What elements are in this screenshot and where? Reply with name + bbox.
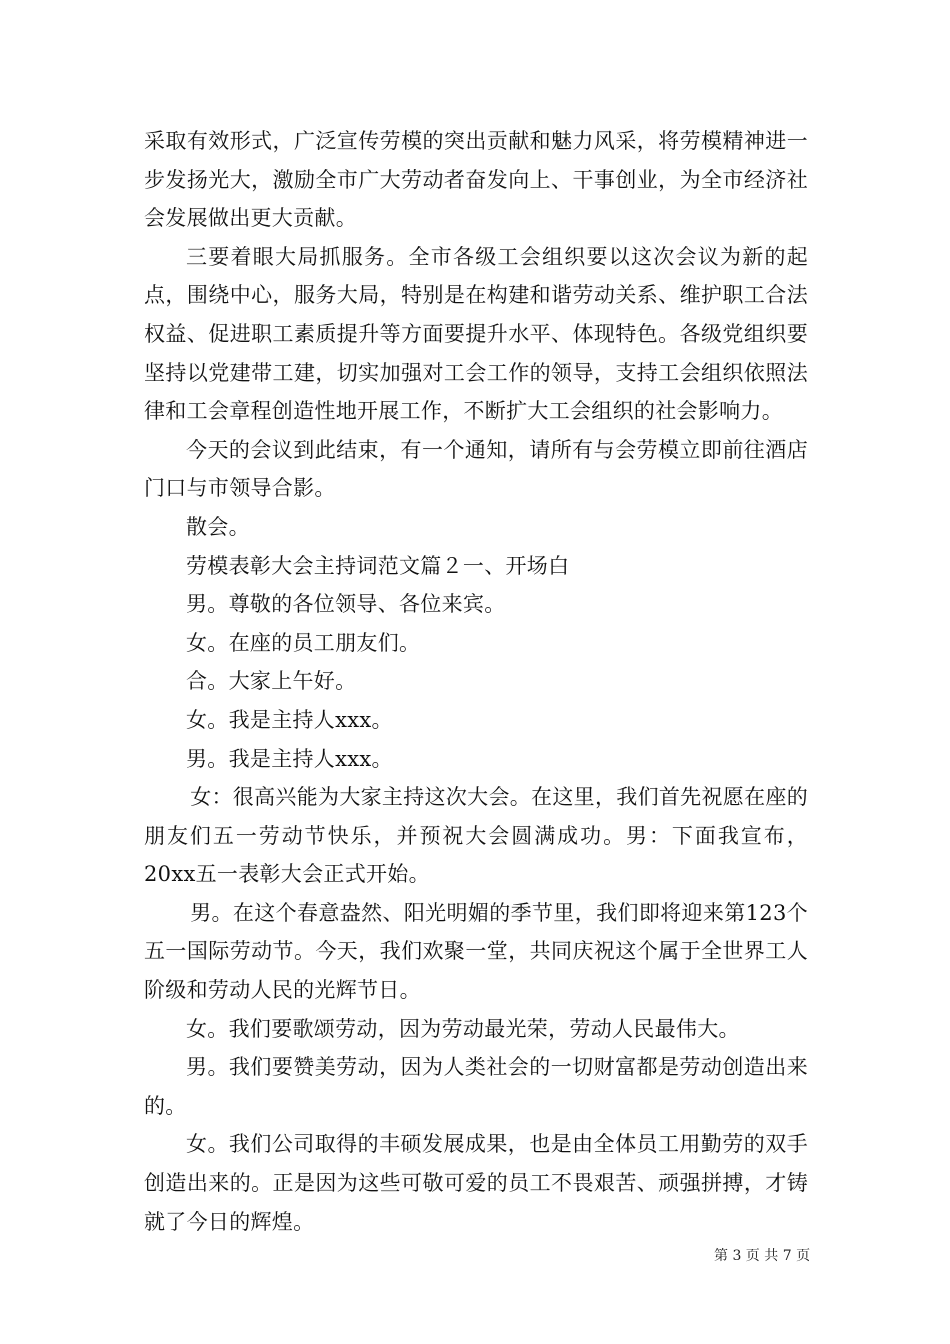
page-number-label: 第 3 页 共 7 页 (714, 1248, 811, 1264)
paragraph-2: 三要着眼大局抓服务。全市各级工会组织要以这次会议为新的起点，围绕中心，服务大局，特别是在构建和谐劳动关系、维护职工合法权益、促进职工素质提升等方面要提升水平、体现特色。各级党组织要坚持以党建带工建，切实加强对工会工作的领导，支持工会组织依照法律和工会章程创造性地开展工作，不断扩大工会组织的社会影响力。 (144, 244, 808, 424)
paragraph-9: 女。我是主持人xxx。 (186, 707, 393, 732)
page-number-footer (714, 1245, 810, 1265)
paragraph-4: 散会。 (186, 514, 250, 539)
paragraph-11: 女：很高兴能为大家主持这次大会。在这里，我们首先祝愿在座的朋友们五一劳动节快乐，并预祝大会圆满成功。男：下面我宣布，20xx五一表彰大会正式开始。 (144, 785, 808, 887)
paragraph-15: 女。我们公司取得的丰硕发展成果，也是由全体员工用勤劳的双手创造出来的。正是因为这些可敬可爱的员工不畏艰苦、顽强拼搏，才铸就了今日的辉煌。 (144, 1132, 808, 1234)
paragraph-12: 男。在这个春意盎然、阳光明媚的季节里，我们即将迎来第123个五一国际劳动节。今天，我们欢聚一堂，共同庆祝这个属于全世界工人阶级和劳动人民的光辉节日。 (144, 900, 808, 1003)
document-body (144, 122, 808, 1241)
paragraph-8: 合。大家上午好。 (186, 669, 357, 694)
paragraph-6: 男。尊敬的各位领导、各位来宾。 (186, 592, 506, 617)
paragraph-1: 采取有效形式，广泛宣传劳模的突出贡献和魅力风采，将劳模精神进一步发扬光大，激励全市广大劳动者奋发向上、干事创业，为全市经济社会发展做出更大贡献。 (144, 129, 808, 231)
paragraph-14: 男。我们要赞美劳动，因为人类社会的一切财富都是劳动创造出来的。 (144, 1055, 808, 1118)
paragraph-3: 今天的会议到此结束，有一个通知，请所有与会劳模立即前往酒店门口与市领导合影。 (144, 437, 808, 501)
paragraph-7: 女。在座的员工朋友们。 (186, 630, 421, 655)
paragraph-13: 女。我们要歌颂劳动，因为劳动最光荣，劳动人民最伟大。 (186, 1016, 740, 1041)
paragraph-5: 劳模表彰大会主持词范文篇２一、开场白 (186, 553, 570, 578)
paragraph-10: 男。我是主持人xxx。 (186, 746, 393, 771)
